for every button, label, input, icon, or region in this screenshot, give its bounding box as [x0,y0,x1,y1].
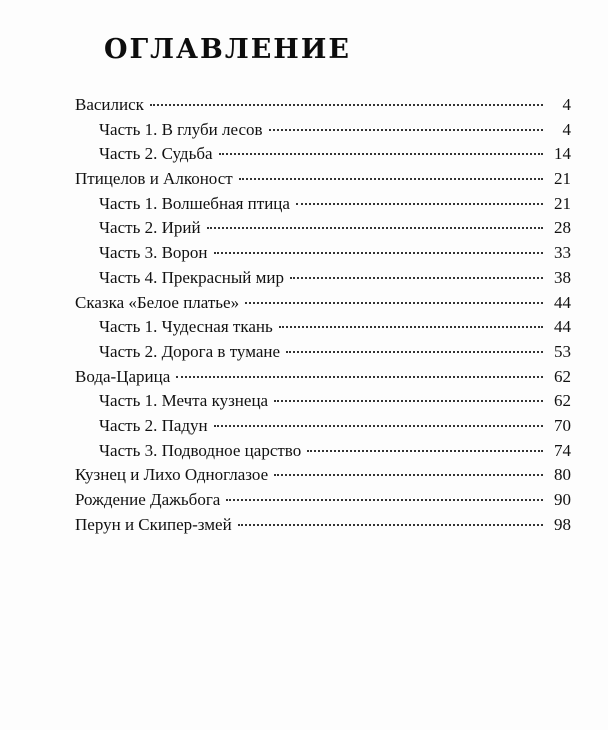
dot-leader [279,325,543,328]
toc-entry-page-number: 21 [554,193,571,213]
toc-entry-label: Василиск [75,95,144,114]
dot-leader [239,177,543,180]
dot-leader [290,276,543,279]
toc-entry [75,513,571,538]
toc-entry-page-number: 90 [554,490,571,509]
dot-leader [274,473,543,476]
dot-leader [219,152,543,155]
toc-entry-page-number: 74 [554,440,571,460]
dot-leader [286,350,543,353]
toc-subentry [75,414,571,439]
toc-entry-label: Часть 1. Мечта кузнеца [99,391,269,411]
toc-entry-page-number: 14 [554,144,571,164]
toc-entry-page-number: 44 [554,317,571,337]
toc-subentry [75,266,571,291]
dot-leader [226,498,543,501]
toc-entry-label: Вода-Царица [75,366,171,386]
toc-entry-label: Кузнец и Лихо Одноглазое [75,465,269,485]
dot-leader [245,301,543,304]
toc-entry-label: Часть 2. Ирий [99,218,201,238]
toc-entry-page-number: 53 [554,341,571,361]
toc-subentry [75,241,571,266]
toc-entry-label: Часть 1. Чудесная ткань [99,317,273,337]
toc-entry-label: Птицелов и Алконост [75,169,233,189]
dot-leader [176,375,543,378]
toc-entry-page-number: 98 [554,514,571,534]
toc-entry [75,167,571,192]
toc-entry-label: Сказка «Белое платье» [75,292,240,312]
toc-subentry [75,315,571,340]
toc-subentry [75,389,571,414]
toc-entry-page-number: 4 [562,119,571,139]
dot-leader [238,523,543,526]
toc-entry-label: Часть 3. Подводное царство [99,440,302,460]
toc-entry-page-number: 33 [554,243,571,263]
toc-entry-page-number: 44 [554,292,571,312]
toc-entry [75,291,571,316]
dot-leader [150,103,543,106]
dot-leader [214,251,543,254]
toc-entry-label: Часть 4. Прекрасный мир [99,267,284,287]
dot-leader [296,202,543,205]
page-title: ОГЛАВЛЕНИЕ [104,34,351,65]
toc-entry-label: Часть 2. Падун [99,415,208,435]
toc-entry [75,463,571,488]
dot-leader [207,226,543,229]
toc-entry [75,93,571,118]
toc-entry-page-number: 28 [554,218,571,238]
toc-entry-label: Перун и Скипер-змей [75,514,232,534]
toc-entry [75,365,571,390]
toc-subentry [75,118,571,143]
toc-subentry [75,340,571,365]
toc-entry-page-number: 62 [554,366,571,386]
toc-entry-page-number: 21 [554,169,571,189]
toc-subentry [75,216,571,241]
toc-entry-page-number: 80 [554,465,571,485]
toc-entry-label: Часть 2. Дорога в тумане [99,341,281,361]
dot-leader [307,449,543,452]
toc-subentry [75,439,571,464]
toc-entry-page-number: 70 [554,415,571,435]
toc-entry-page-number: 38 [554,267,571,287]
dot-leader [274,399,543,402]
dot-leader [214,424,543,427]
toc-entry-label: Часть 2. Судьба [99,144,213,164]
toc-entry-label: Часть 3. Ворон [99,243,208,263]
toc-entry-label: Часть 1. В глуби лесов [99,119,263,139]
toc-subentry [75,142,571,167]
toc-entry-page-number: 62 [554,391,571,411]
toc-entry-label: Рождение Дажьбога [75,490,221,509]
table-of-contents [75,93,571,537]
toc-entry [75,488,571,513]
toc-subentry [75,192,571,217]
toc-entry-label: Часть 1. Волшебная птица [99,193,290,213]
toc-entry-page-number: 4 [562,95,571,114]
dot-leader [269,128,543,131]
